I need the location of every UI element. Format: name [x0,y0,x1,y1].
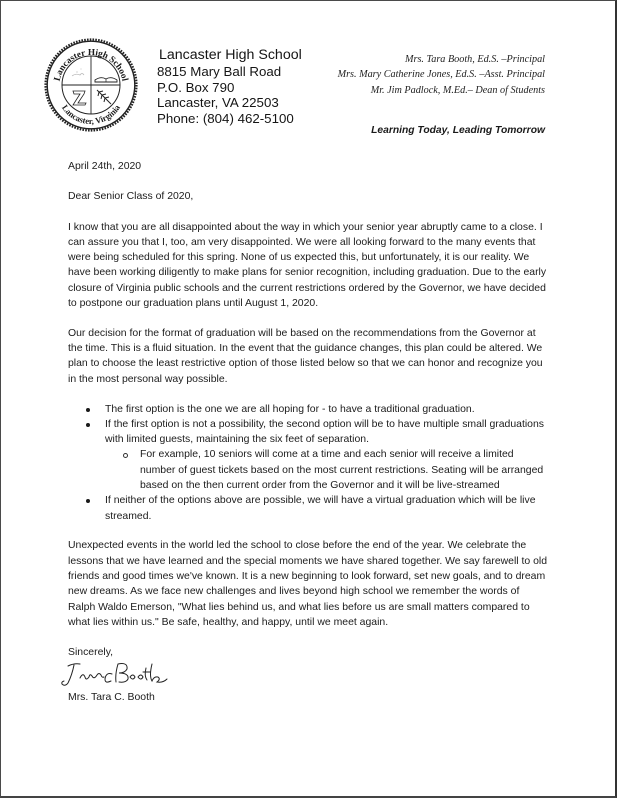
option-text: The first option is the one we are all hoping for - to have a traditional graduation. [105,403,475,415]
letter-body [68,159,548,705]
paragraph: Unexpected events in the world led the school to close before the end of the year. We celebrate the lessons that we have learned and the special moments we have shared together. We say farewell to old friends and good times we've known. It is a new beginning to look forward, set new goals, and to dream new dreams. As we face new challenges and lives beyond high school we remember the words of Ralph Waldo Emerson, "What lies behind us, and what lies before us are small matters compared to what lies within us." Be safe, healthy, and happy, until we meet again. [68,540,548,628]
option-text: If the first option is not a possibility, the second option will be to have multiple small graduations with limited guests, maintaining the six feet of separation. [105,418,544,446]
lamp-icon [72,69,84,77]
address-line: Lancaster, VA 22503 [157,95,279,111]
seal-top-text: Lancaster High School [51,46,131,83]
closing: Sincerely, [68,646,114,658]
bullet-icon [86,408,90,412]
sub-options-list [105,447,548,493]
letter-date: April 24th, 2020 [68,161,142,172]
graduation-options-list [68,402,548,524]
hollow-bullet-icon [123,453,128,458]
option-text: If neither of the options above are possible, we will have a virtual graduation which will be live streamed. [105,495,536,522]
bullet-icon [86,499,90,503]
signature [68,660,548,690]
sub-option-text: For example, 10 seniors will come at a time and each senior will receive a limited number of guest tickets based on the most current restrictions. Seating will be arranged based on the then current order from the Governor and it will be live-streamed [140,449,544,492]
paragraph: Our decision for the format of graduation will be based on the recommendations from the Governor at the time. This is a fluid situation. In the event that the guidance changes, this plan could be altered. We plan to choose the least restrictive option of those listed below so that we can honor and recognize you in the most personal way possible. [68,327,543,385]
staff-principal: Mrs. Tara Booth, Ed.S. –Principal [405,54,545,65]
staff-dean: Mr. Jim Padlock, M.Ed.– Dean of Students [370,84,545,96]
seal-bottom-text: Lancaster, Virginia [59,102,122,127]
list-item [85,402,548,417]
phone-line: Phone: (804) 462-5100 [157,110,294,126]
open-book-icon [95,78,117,82]
list-item [85,417,548,493]
address-line: 8815 Mary Ball Road [157,64,282,80]
handwritten-signature-icon [60,660,180,692]
scroll-icon [73,91,86,105]
school-seal-logo [44,38,138,132]
school-address-block [157,48,302,126]
wheat-icon [97,90,111,104]
salutation: Dear Senior Class of 2020, [68,191,194,203]
school-name: Lancaster High School [159,47,302,63]
list-item [85,493,548,524]
staff-list [338,52,545,98]
signer-name: Mrs. Tara C. Booth [68,692,155,704]
staff-asst-principal: Mrs. Mary Catherine Jones, Ed.S. –Asst. Principal [337,69,545,81]
sub-list-item [123,447,548,493]
school-motto: Learning Today, Leading Tomorrow [371,125,545,136]
address-line: P.O. Box 790 [157,79,235,95]
paragraph: I know that you are all disappointed about the way in which your senior year abruptly came to a close. I can assure you that I, too, am very disappointed. We were all looking forward to the many events that were being scheduled for this spring. None of us expected this, but unfortunately, it is our reality. We have been working diligently to make plans for senior recognition, including graduation. Due to the early closure of Virginia public schools and the current restrictions ordered by the Governor, we have decided to postpone our graduation plans until August 1, 2020. [68,221,547,310]
bullet-icon [86,423,90,427]
